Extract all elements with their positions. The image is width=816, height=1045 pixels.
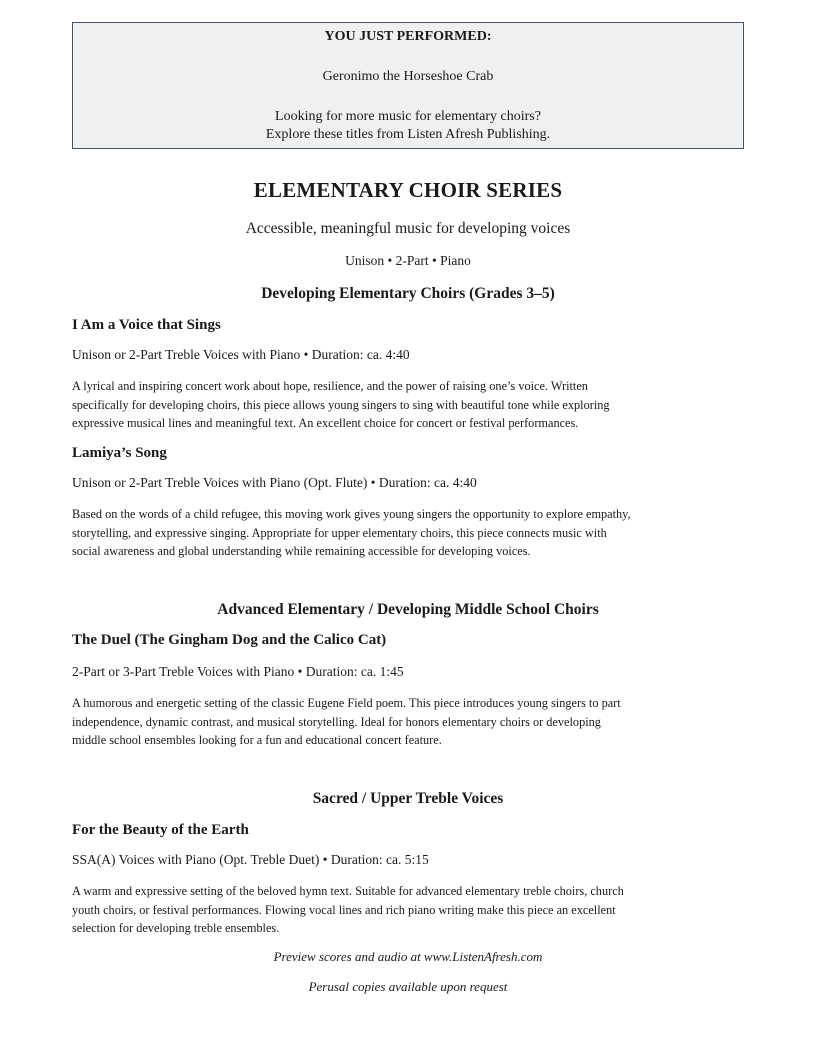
piece-description [72, 882, 744, 938]
perusal-note: Perusal copies available upon request [308, 979, 508, 994]
section-heading: Sacred / Upper Treble Voices [312, 790, 504, 807]
piece-title: For the Beauty of the Earth [72, 822, 249, 838]
description-line: independence, dynamic contrast, and musical storytelling. Ideal for honors elementary choirs or developing [72, 714, 601, 729]
piece-description [72, 505, 744, 561]
notice-line-2: Explore these titles from Listen Afresh Publishing. [265, 127, 551, 142]
voicing-summary: Unison • 2-Part • Piano [345, 253, 471, 268]
piece-description [72, 377, 744, 433]
description-line: selection for developing treble ensembles. [72, 921, 280, 935]
piece-title: Lamiya’s Song [72, 445, 167, 461]
section-heading: Developing Elementary Choirs (Grades 3–5) [261, 285, 555, 302]
description-line: A warm and expressive setting of the beloved hymn text. Suitable for advanced elementary treble choirs, church [72, 884, 624, 898]
notice-line-1: Looking for more music for elementary choirs? [275, 109, 541, 124]
performed-title: Geronimo the Horseshoe Crab [322, 69, 494, 84]
piece-title: I Am a Voice that Sings [72, 317, 221, 333]
preview-note: Preview scores and audio at www.ListenAfresh.com [273, 949, 543, 964]
description-line: A lyrical and inspiring concert work about hope, resilience, and the power of raising one’s voice. Written [72, 379, 588, 393]
tagline: Accessible, meaningful music for developing voices [245, 220, 571, 237]
piece-details: Unison or 2-Part Treble Voices with Piano (Opt. Flute) • Duration: ca. 4:40 [72, 475, 477, 490]
description-line: middle school ensembles looking for a fun and educational concert feature. [72, 733, 442, 747]
notice-heading: YOU JUST PERFORMED: [324, 29, 492, 44]
piece-title: The Duel (The Gingham Dog and the Calico Cat) [72, 632, 387, 648]
description-line: A humorous and energetic setting of the classic Eugene Field poem. This piece introduces young singers to part [72, 696, 621, 710]
description-line: storytelling, and expressive singing. Appropriate for upper elementary choirs, this piece connects music with [72, 525, 607, 540]
piece-description [72, 694, 744, 750]
description-line: specifically for developing choirs, this piece allows young singers to sing with beautiful tone while exploring [72, 397, 610, 412]
section-heading: Advanced Elementary / Developing Middle School Choirs [217, 601, 599, 618]
description-line: youth choirs, or festival performances. Flowing vocal lines and rich piano writing make this piece an excellent [72, 902, 616, 917]
page-title: ELEMENTARY CHOIR SERIES [253, 178, 563, 202]
piece-details: Unison or 2-Part Treble Voices with Piano • Duration: ca. 4:40 [72, 347, 410, 362]
description-line: social awareness and global understanding while remaining accessible for developing voices. [72, 544, 531, 558]
description-line: Based on the words of a child refugee, this moving work gives young singers the opportunity to explore empathy, [72, 507, 631, 521]
performed-notice-box [72, 22, 744, 149]
piece-details: SSA(A) Voices with Piano (Opt. Treble Duet) • Duration: ca. 5:15 [72, 852, 429, 867]
piece-details: 2-Part or 3-Part Treble Voices with Piano • Duration: ca. 1:45 [72, 664, 404, 679]
description-line: expressive musical lines and meaningful text. An excellent choice for concert or festival performances. [72, 416, 579, 430]
